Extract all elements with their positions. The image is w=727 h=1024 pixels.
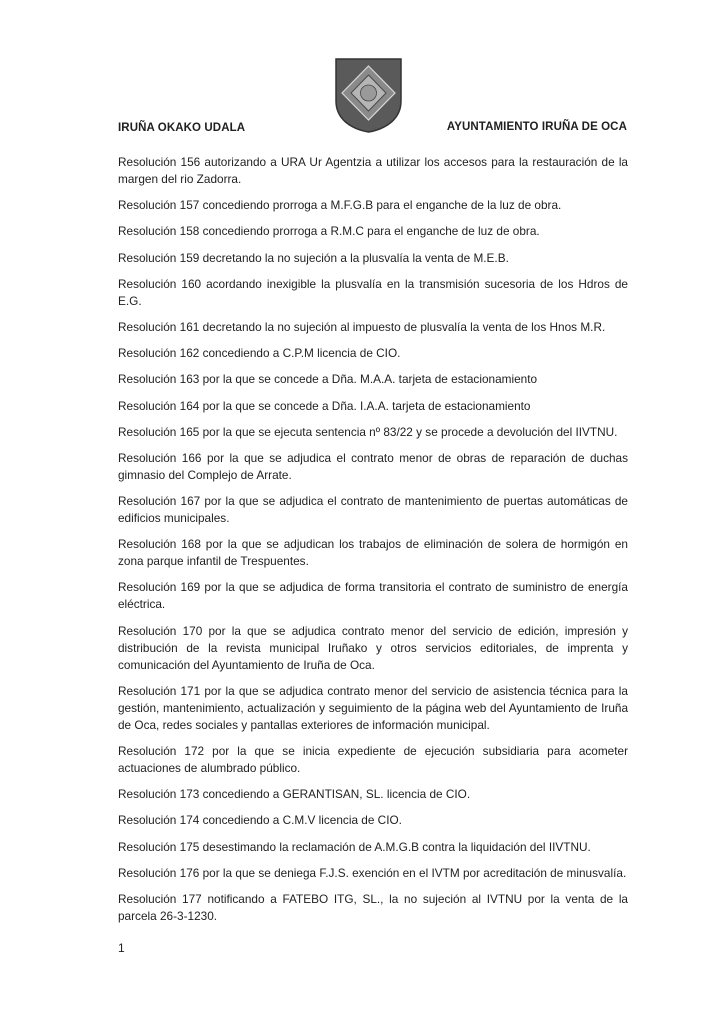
- resolution-item: Resolución 160 acordando inexigible la plusvalía en la transmisión sucesoria de los Hdros de E.G.: [118, 276, 628, 308]
- resolution-item: Resolución 164 por la que se concede a Dña. I.A.A. tarjeta de estacionamiento: [118, 398, 531, 413]
- resolution-item: Resolución 165 por la que se ejecuta sentencia nº 83/22 y se procede a devolución del IIVTNU.: [118, 424, 618, 439]
- page-number: 1: [118, 941, 125, 955]
- resolution-item: Resolución 169 por la que se adjudica de forma transitoria el contrato de suministro de energía eléctrica.: [118, 580, 628, 612]
- resolution-item: Resolución 167 por la que se adjudica el contrato de mantenimiento de puertas automáticas de edificios municipales.: [118, 494, 628, 526]
- municipal-coat-of-arms-icon: [334, 57, 403, 134]
- resolution-item: Resolución 168 por la que se adjudican los trabajos de eliminación de solera de hormigón en zona parque infantil de Trespuentes.: [118, 537, 628, 569]
- resolution-item: Resolución 159 decretando la no sujeción a la plusvalía la venta de M.E.B.: [118, 250, 509, 265]
- resolution-item: Resolución 177 notificando a FATEBO ITG, SL., la no sujeción al IVTNU por la venta de la parcela 26-3-1230.: [118, 891, 628, 923]
- resolution-item: Resolución 157 concediendo prorroga a M.F.G.B para el enganche de la luz de obra.: [118, 198, 562, 213]
- resolution-item: Resolución 173 concediendo a GERANTISAN, SL. licencia de CIO.: [118, 787, 471, 802]
- resolution-item: Resolución 170 por la que se adjudica contrato menor del servicio de edición, impresión y distribución de la revista municipal Iruñako y otros servicios editoriales, de imprenta y comunicación del Ayuntamiento de Iruña de Oca.: [118, 623, 628, 672]
- resolution-item: Resolución 161 decretando la no sujeción al impuesto de plusvalía la venta de los Hnos M.R.: [118, 319, 606, 334]
- resolution-item: Resolución 163 por la que se concede a Dña. M.A.A. tarjeta de estacionamiento: [118, 372, 538, 387]
- resolution-item: Resolución 158 concediendo prorroga a R.M.C para el enganche de luz de obra.: [118, 224, 540, 239]
- municipality-name-basque: IRUÑA OKAKO UDALA: [118, 122, 246, 134]
- resolution-item: Resolución 162 concediendo a C.P.M licencia de CIO.: [118, 346, 401, 361]
- resolution-item: Resolución 172 por la que se inicia expediente de ejecución subsidiaria para acometer actuaciones de alumbrado público.: [118, 744, 628, 775]
- resolution-item: Resolución 156 autorizando a URA Ur Agentzia a utilizar los accesos para la restauración de la margen del rio Zadorra.: [118, 155, 628, 186]
- resolution-item: Resolución 176 por la que se deniega F.J.S. exención en el IVTM por acreditación de minusvalía.: [118, 865, 627, 880]
- resolutions-list: [118, 154, 628, 934]
- resolution-item: Resolución 174 concediendo a C.M.V licencia de CIO.: [118, 813, 402, 828]
- resolution-item: Resolución 171 por la que se adjudica contrato menor del servicio de asistencia técnica para la gestión, mantenimiento, actualización y seguimiento de la página web del Ayuntamiento de Iruña de Oca, redes sociales y pantallas exteriores de información municipal.: [118, 683, 628, 732]
- resolution-item: Resolución 175 desestimando la reclamación de A.M.G.B contra la liquidación del IIVTNU.: [118, 839, 591, 854]
- municipality-name-spanish: AYUNTAMIENTO IRUÑA DE OCA: [446, 121, 627, 133]
- resolution-item: Resolución 166 por la que se adjudica el contrato menor de obras de reparación de duchas gimnasio del Complejo de Arrate.: [118, 450, 628, 482]
